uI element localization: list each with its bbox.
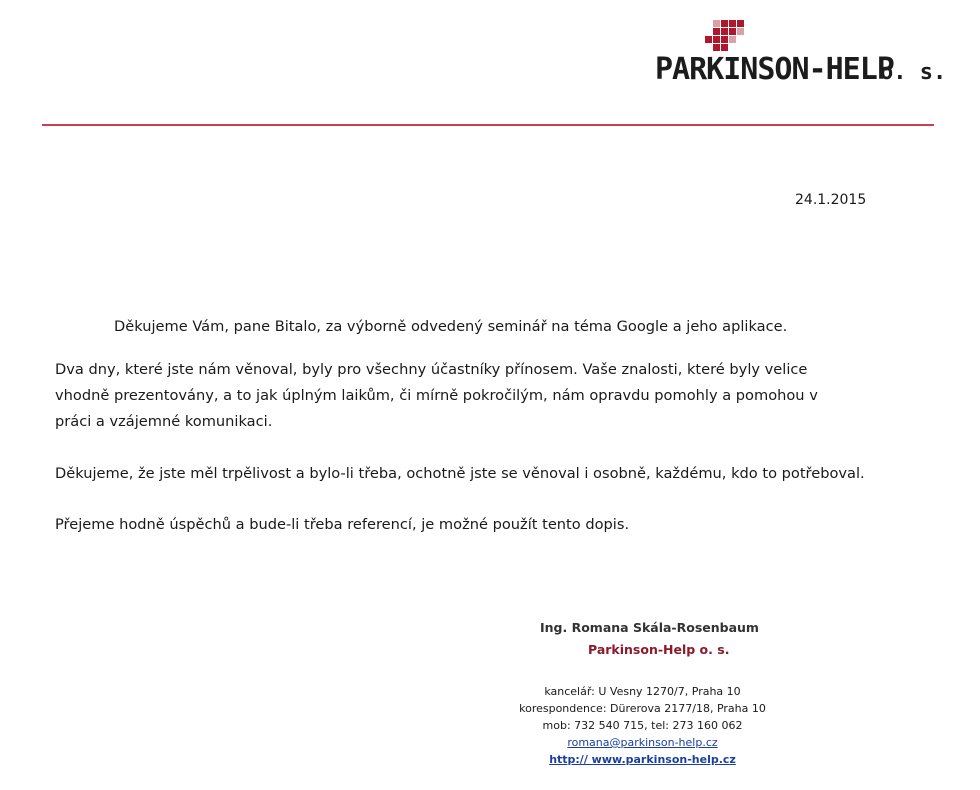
- paragraph-patience: Děkujeme, že jste měl trpělivost a bylo-li třeba, ochotně jste se věnoval i osobně, každému, kdo to potřeboval.: [55, 465, 865, 482]
- paragraph-wishes: Přejeme hodně úspěchů a bude-li třeba referencí, je možné použít tento dopis.: [55, 516, 630, 533]
- logo-text: PARKINSON-HELP: [655, 52, 894, 87]
- correspondence-address: korespondence: Dürerova 2177/18, Praha 10: [519, 702, 766, 715]
- letter-date: 24.1.2015: [795, 192, 867, 208]
- paragraph-details: Dva dny, které jste nám věnoval, byly pro všechny účastníky přínosem. Vaše znalosti, které byly velice vhodně prezentovány, a to jak úplným laikům, či mírně pokročilým, nám opravdu pomohly a pomohou v práci a vzájemné komunikaci.: [55, 361, 818, 430]
- office-address: kancelář: U Vesny 1270/7, Praha 10: [544, 685, 741, 698]
- paragraph-thanks: Děkujeme Vám, pane Bitalo, za výborně odvedený seminář na téma Google a jeho aplikace.: [114, 318, 788, 335]
- contact-block: [500, 683, 785, 768]
- phone-numbers: mob: 732 540 715, tel: 273 160 062: [542, 719, 743, 732]
- email-link[interactable]: romana@parkinson-help.cz: [567, 736, 718, 749]
- parkinson-help-logo: [655, 20, 947, 90]
- header-divider: [42, 124, 934, 126]
- website-link[interactable]: http:// www.parkinson-help.cz: [549, 753, 736, 766]
- signatory-name: Ing. Romana Skála-Rosenbaum: [540, 620, 759, 635]
- logo-squares-icon: [705, 20, 745, 54]
- signatory-organization: Parkinson-Help o. s.: [588, 642, 730, 657]
- logo-suffix: o. s.: [880, 60, 947, 85]
